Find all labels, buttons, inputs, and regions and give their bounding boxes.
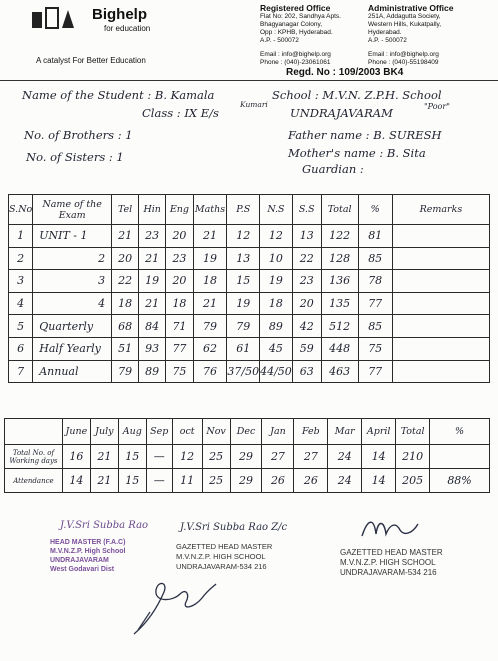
marks-cell: 68 xyxy=(112,315,139,338)
attendance-month-cell: Feb xyxy=(294,419,328,445)
marks-header-cell: Maths xyxy=(193,195,227,225)
attendance-cell: 14 xyxy=(362,469,396,493)
caste: Kumari xyxy=(240,100,268,109)
marks-cell: 76 xyxy=(193,360,227,383)
marks-cell: 22 xyxy=(112,270,139,293)
attendance-cell: Attendance xyxy=(5,469,63,493)
left-stamp-line: M.V.N.Z.P. High School xyxy=(50,548,126,555)
marks-cell: 5 xyxy=(9,315,33,338)
attendance-month-cell: Mar xyxy=(328,419,362,445)
attendance-month-cell: Sep xyxy=(146,419,172,445)
middle-stamp-line: M.V.N.Z.P. HIGH SCHOOL xyxy=(176,552,266,561)
marks-cell: 10 xyxy=(260,247,293,270)
marks-row xyxy=(9,225,490,248)
marks-cell: 45 xyxy=(260,337,293,360)
sisters-count: No. of Sisters : 1 xyxy=(26,150,124,164)
marks-cell: 3 xyxy=(33,270,112,293)
status: "Poor" xyxy=(424,102,450,111)
marks-header-cell: Hin xyxy=(139,195,166,225)
attendance-cell: 25 xyxy=(202,469,230,493)
marks-cell: 135 xyxy=(321,292,358,315)
administrative-office xyxy=(368,3,454,67)
marks-cell: 7 xyxy=(9,360,33,383)
marks-cell: 20 xyxy=(166,225,193,248)
marks-header-cell: Name of the Exam xyxy=(33,195,112,225)
marks-cell: Quarterly xyxy=(33,315,112,338)
brothers-count: No. of Brothers : 1 xyxy=(24,128,133,142)
marks-cell: 23 xyxy=(166,247,193,270)
attendance-month-cell: Aug xyxy=(118,419,146,445)
attendance-month-cell: oct xyxy=(172,419,202,445)
attendance-cell: 26 xyxy=(294,469,328,493)
marks-header-cell: P.S xyxy=(227,195,260,225)
attendance-cell: 25 xyxy=(202,445,230,469)
marks-header-row xyxy=(9,195,490,225)
marks-cell: 21 xyxy=(139,292,166,315)
marks-cell: 3 xyxy=(9,270,33,293)
marks-cell: 19 xyxy=(227,292,260,315)
marks-cell: 13 xyxy=(292,225,321,248)
marks-cell: 18 xyxy=(166,292,193,315)
tagline: A catalyst For Better Education xyxy=(36,56,146,65)
marks-cell: 20 xyxy=(292,292,321,315)
admin-office-line: Hyderabad. xyxy=(368,29,402,36)
marks-table xyxy=(8,194,490,383)
marks-cell: 84 xyxy=(139,315,166,338)
attendance-month-cell: July xyxy=(90,419,118,445)
marks-cell: 21 xyxy=(193,292,227,315)
marks-cell: 77 xyxy=(358,360,392,383)
marks-cell: 22 xyxy=(292,247,321,270)
marks-cell: 463 xyxy=(321,360,358,383)
marks-cell: 2 xyxy=(9,247,33,270)
attendance-cell: 29 xyxy=(230,469,262,493)
attendance-header-row xyxy=(5,419,490,445)
marks-cell: 61 xyxy=(227,337,260,360)
marks-cell: 89 xyxy=(260,315,293,338)
bighelp-logo xyxy=(28,6,88,34)
admin-office-line: Western Hills, Kukatpally, xyxy=(368,21,442,28)
attendance-month-cell: % xyxy=(430,419,490,445)
attendance-cell: 16 xyxy=(62,445,90,469)
marks-cell xyxy=(392,247,489,270)
attendance-cell: 14 xyxy=(62,469,90,493)
marks-header-cell: % xyxy=(358,195,392,225)
registered-office-line: Opp : KPHB, Hyderabad. xyxy=(260,29,333,36)
marks-cell: 79 xyxy=(227,315,260,338)
left-stamp xyxy=(50,538,125,574)
marks-header-cell: N.S xyxy=(260,195,293,225)
attendance-cell: 21 xyxy=(90,469,118,493)
mother-name: Mother's name : B. Sita xyxy=(288,146,426,160)
school-place: UNDRAJAVARAM xyxy=(290,106,393,120)
marks-cell: 20 xyxy=(112,247,139,270)
attendance-cell: 24 xyxy=(328,469,362,493)
school-name: School : M.V.N. Z.P.H. School xyxy=(272,88,442,102)
right-stamp xyxy=(340,548,443,578)
marks-cell xyxy=(392,315,489,338)
marks-cell: 79 xyxy=(112,360,139,383)
marks-cell: 20 xyxy=(166,270,193,293)
attendance-month-cell: Dec xyxy=(230,419,262,445)
marks-cell: 122 xyxy=(321,225,358,248)
marks-cell: 77 xyxy=(358,292,392,315)
left-stamp-line: HEAD MASTER (F.A.C) xyxy=(50,539,126,546)
marks-cell: 19 xyxy=(139,270,166,293)
brand-subtitle: for education xyxy=(104,24,151,33)
class: Class : IX E/s xyxy=(142,106,219,120)
attendance-cell: 24 xyxy=(328,445,362,469)
attendance-month-cell xyxy=(5,419,63,445)
registered-office-title: Registered Office xyxy=(260,3,331,13)
attendance-cell: — xyxy=(146,445,172,469)
marks-row xyxy=(9,247,490,270)
attendance-cell: 14 xyxy=(362,445,396,469)
marks-cell: 71 xyxy=(166,315,193,338)
marks-cell: UNIT - 1 xyxy=(33,225,112,248)
registered-phone: Phone : (040)-23061061 xyxy=(260,59,331,66)
marks-cell: 15 xyxy=(227,270,260,293)
attendance-cell: 15 xyxy=(118,445,146,469)
marks-cell: 51 xyxy=(112,337,139,360)
marks-cell: 19 xyxy=(193,247,227,270)
marks-cell xyxy=(392,337,489,360)
attendance-cell: 29 xyxy=(230,445,262,469)
marks-cell: 1 xyxy=(9,225,33,248)
attendance-cell: 205 xyxy=(396,469,430,493)
attendance-month-cell: April xyxy=(362,419,396,445)
left-stamp-line: West Godavari Dist xyxy=(50,566,115,573)
father-name: Father name : B. SURESH xyxy=(288,128,442,142)
attendance-cell xyxy=(430,445,490,469)
marks-cell xyxy=(392,270,489,293)
right-stamp-line: UNDRAJAVARAM-534 216 xyxy=(340,568,437,577)
attendance-month-cell: Jan xyxy=(262,419,294,445)
admin-email: Email : info@bighelp.org xyxy=(368,51,439,58)
marks-row xyxy=(9,270,490,293)
right-signature-mark xyxy=(360,516,420,542)
marks-row xyxy=(9,360,490,383)
marks-cell: 512 xyxy=(321,315,358,338)
marks-cell: 75 xyxy=(358,337,392,360)
marks-cell: 79 xyxy=(193,315,227,338)
registered-email: Email : info@bighelp.org xyxy=(260,51,331,58)
left-stamp-line: UNDRAJAVARAM xyxy=(50,557,109,564)
marks-cell: 63 xyxy=(292,360,321,383)
marks-cell: 18 xyxy=(260,292,293,315)
attendance-row xyxy=(5,445,490,469)
admin-phone: Phone : (040)-55198409 xyxy=(368,59,439,66)
marks-cell: 93 xyxy=(139,337,166,360)
marks-header-cell: Remarks xyxy=(392,195,489,225)
marks-cell: 23 xyxy=(139,225,166,248)
attendance-cell: 27 xyxy=(294,445,328,469)
attendance-month-cell: June xyxy=(62,419,90,445)
marks-row xyxy=(9,315,490,338)
middle-stamp-line: UNDRAJAVARAM-534 216 xyxy=(176,562,267,571)
middle-stamp xyxy=(176,542,272,572)
student-name: Name of the Student : B. Kamala xyxy=(22,88,215,102)
guardian: Guardian : xyxy=(302,162,364,176)
registration-number: Regd. No : 109/2003 BK4 xyxy=(286,67,404,78)
attendance-cell: 15 xyxy=(118,469,146,493)
attendance-cell: — xyxy=(146,469,172,493)
attendance-cell: 27 xyxy=(262,445,294,469)
middle-stamp-line: GAZETTED HEAD MASTER xyxy=(176,542,273,551)
marks-header-cell: S.No xyxy=(9,195,33,225)
marks-cell: 85 xyxy=(358,247,392,270)
marks-cell xyxy=(392,225,489,248)
marks-cell: 4 xyxy=(33,292,112,315)
marks-cell: 59 xyxy=(292,337,321,360)
marks-cell: 448 xyxy=(321,337,358,360)
marks-cell: 44/50 xyxy=(260,360,293,383)
middle-signature: J.V.Sri Subba Rao Z/c xyxy=(180,522,288,533)
right-stamp-line: GAZETTED HEAD MASTER xyxy=(340,548,443,557)
marks-cell: 23 xyxy=(292,270,321,293)
marks-header-cell: Tel xyxy=(112,195,139,225)
marks-row xyxy=(9,337,490,360)
logo-icon xyxy=(28,6,88,34)
marks-cell: 85 xyxy=(358,315,392,338)
attendance-cell: 21 xyxy=(90,445,118,469)
left-signature: J.V.Sri Subba Rao xyxy=(60,520,149,531)
marks-cell: 21 xyxy=(112,225,139,248)
marks-cell: 42 xyxy=(292,315,321,338)
attendance-cell: 88% xyxy=(430,469,490,493)
marks-row xyxy=(9,292,490,315)
admin-office-line: A.P. - 500072 xyxy=(368,37,407,44)
attendance-month-cell: Total xyxy=(396,419,430,445)
marks-cell xyxy=(392,292,489,315)
admin-office-line: 251A, Addagutta Society, xyxy=(368,13,441,20)
marks-cell: 89 xyxy=(139,360,166,383)
attendance-cell: 26 xyxy=(262,469,294,493)
marks-cell: 128 xyxy=(321,247,358,270)
student-signature-mark xyxy=(128,572,218,642)
header-divider xyxy=(0,80,498,81)
marks-cell: 4 xyxy=(9,292,33,315)
marks-cell: 6 xyxy=(9,337,33,360)
marks-cell: 21 xyxy=(193,225,227,248)
marks-cell: 75 xyxy=(166,360,193,383)
attendance-table xyxy=(4,418,490,493)
marks-cell xyxy=(392,360,489,383)
registered-office-line: A.P. - 500072 xyxy=(260,37,299,44)
marks-cell: 81 xyxy=(358,225,392,248)
attendance-month-cell: Nov xyxy=(202,419,230,445)
marks-cell: 77 xyxy=(166,337,193,360)
marks-cell: 12 xyxy=(227,225,260,248)
attendance-cell: 12 xyxy=(172,445,202,469)
brand-name: Bighelp xyxy=(92,6,147,23)
marks-cell: 78 xyxy=(358,270,392,293)
registered-office-line: Flat No: 202, Sandhya Apts. xyxy=(260,13,341,20)
marks-cell: Annual xyxy=(33,360,112,383)
marks-cell: 62 xyxy=(193,337,227,360)
marks-cell: 18 xyxy=(193,270,227,293)
registered-office xyxy=(260,3,341,67)
marks-cell: 37/50 xyxy=(227,360,260,383)
marks-cell: 12 xyxy=(260,225,293,248)
marks-cell: 136 xyxy=(321,270,358,293)
marks-header-cell: S.S xyxy=(292,195,321,225)
marks-cell: 2 xyxy=(33,247,112,270)
marks-header-cell: Eng xyxy=(166,195,193,225)
marks-cell: 18 xyxy=(112,292,139,315)
marks-cell: Half Yearly xyxy=(33,337,112,360)
marks-header-cell: Total xyxy=(321,195,358,225)
marks-cell: 21 xyxy=(139,247,166,270)
admin-office-title: Administrative Office xyxy=(368,3,454,13)
marks-cell: 19 xyxy=(260,270,293,293)
attendance-cell: 210 xyxy=(396,445,430,469)
marks-cell: 13 xyxy=(227,247,260,270)
attendance-cell: 11 xyxy=(172,469,202,493)
right-stamp-line: M.V.N.Z.P. HIGH SCHOOL xyxy=(340,558,436,567)
attendance-cell: Total No. of Working days xyxy=(5,445,63,469)
registered-office-line: Bhagyanagar Colony, xyxy=(260,21,323,28)
attendance-row xyxy=(5,469,490,493)
